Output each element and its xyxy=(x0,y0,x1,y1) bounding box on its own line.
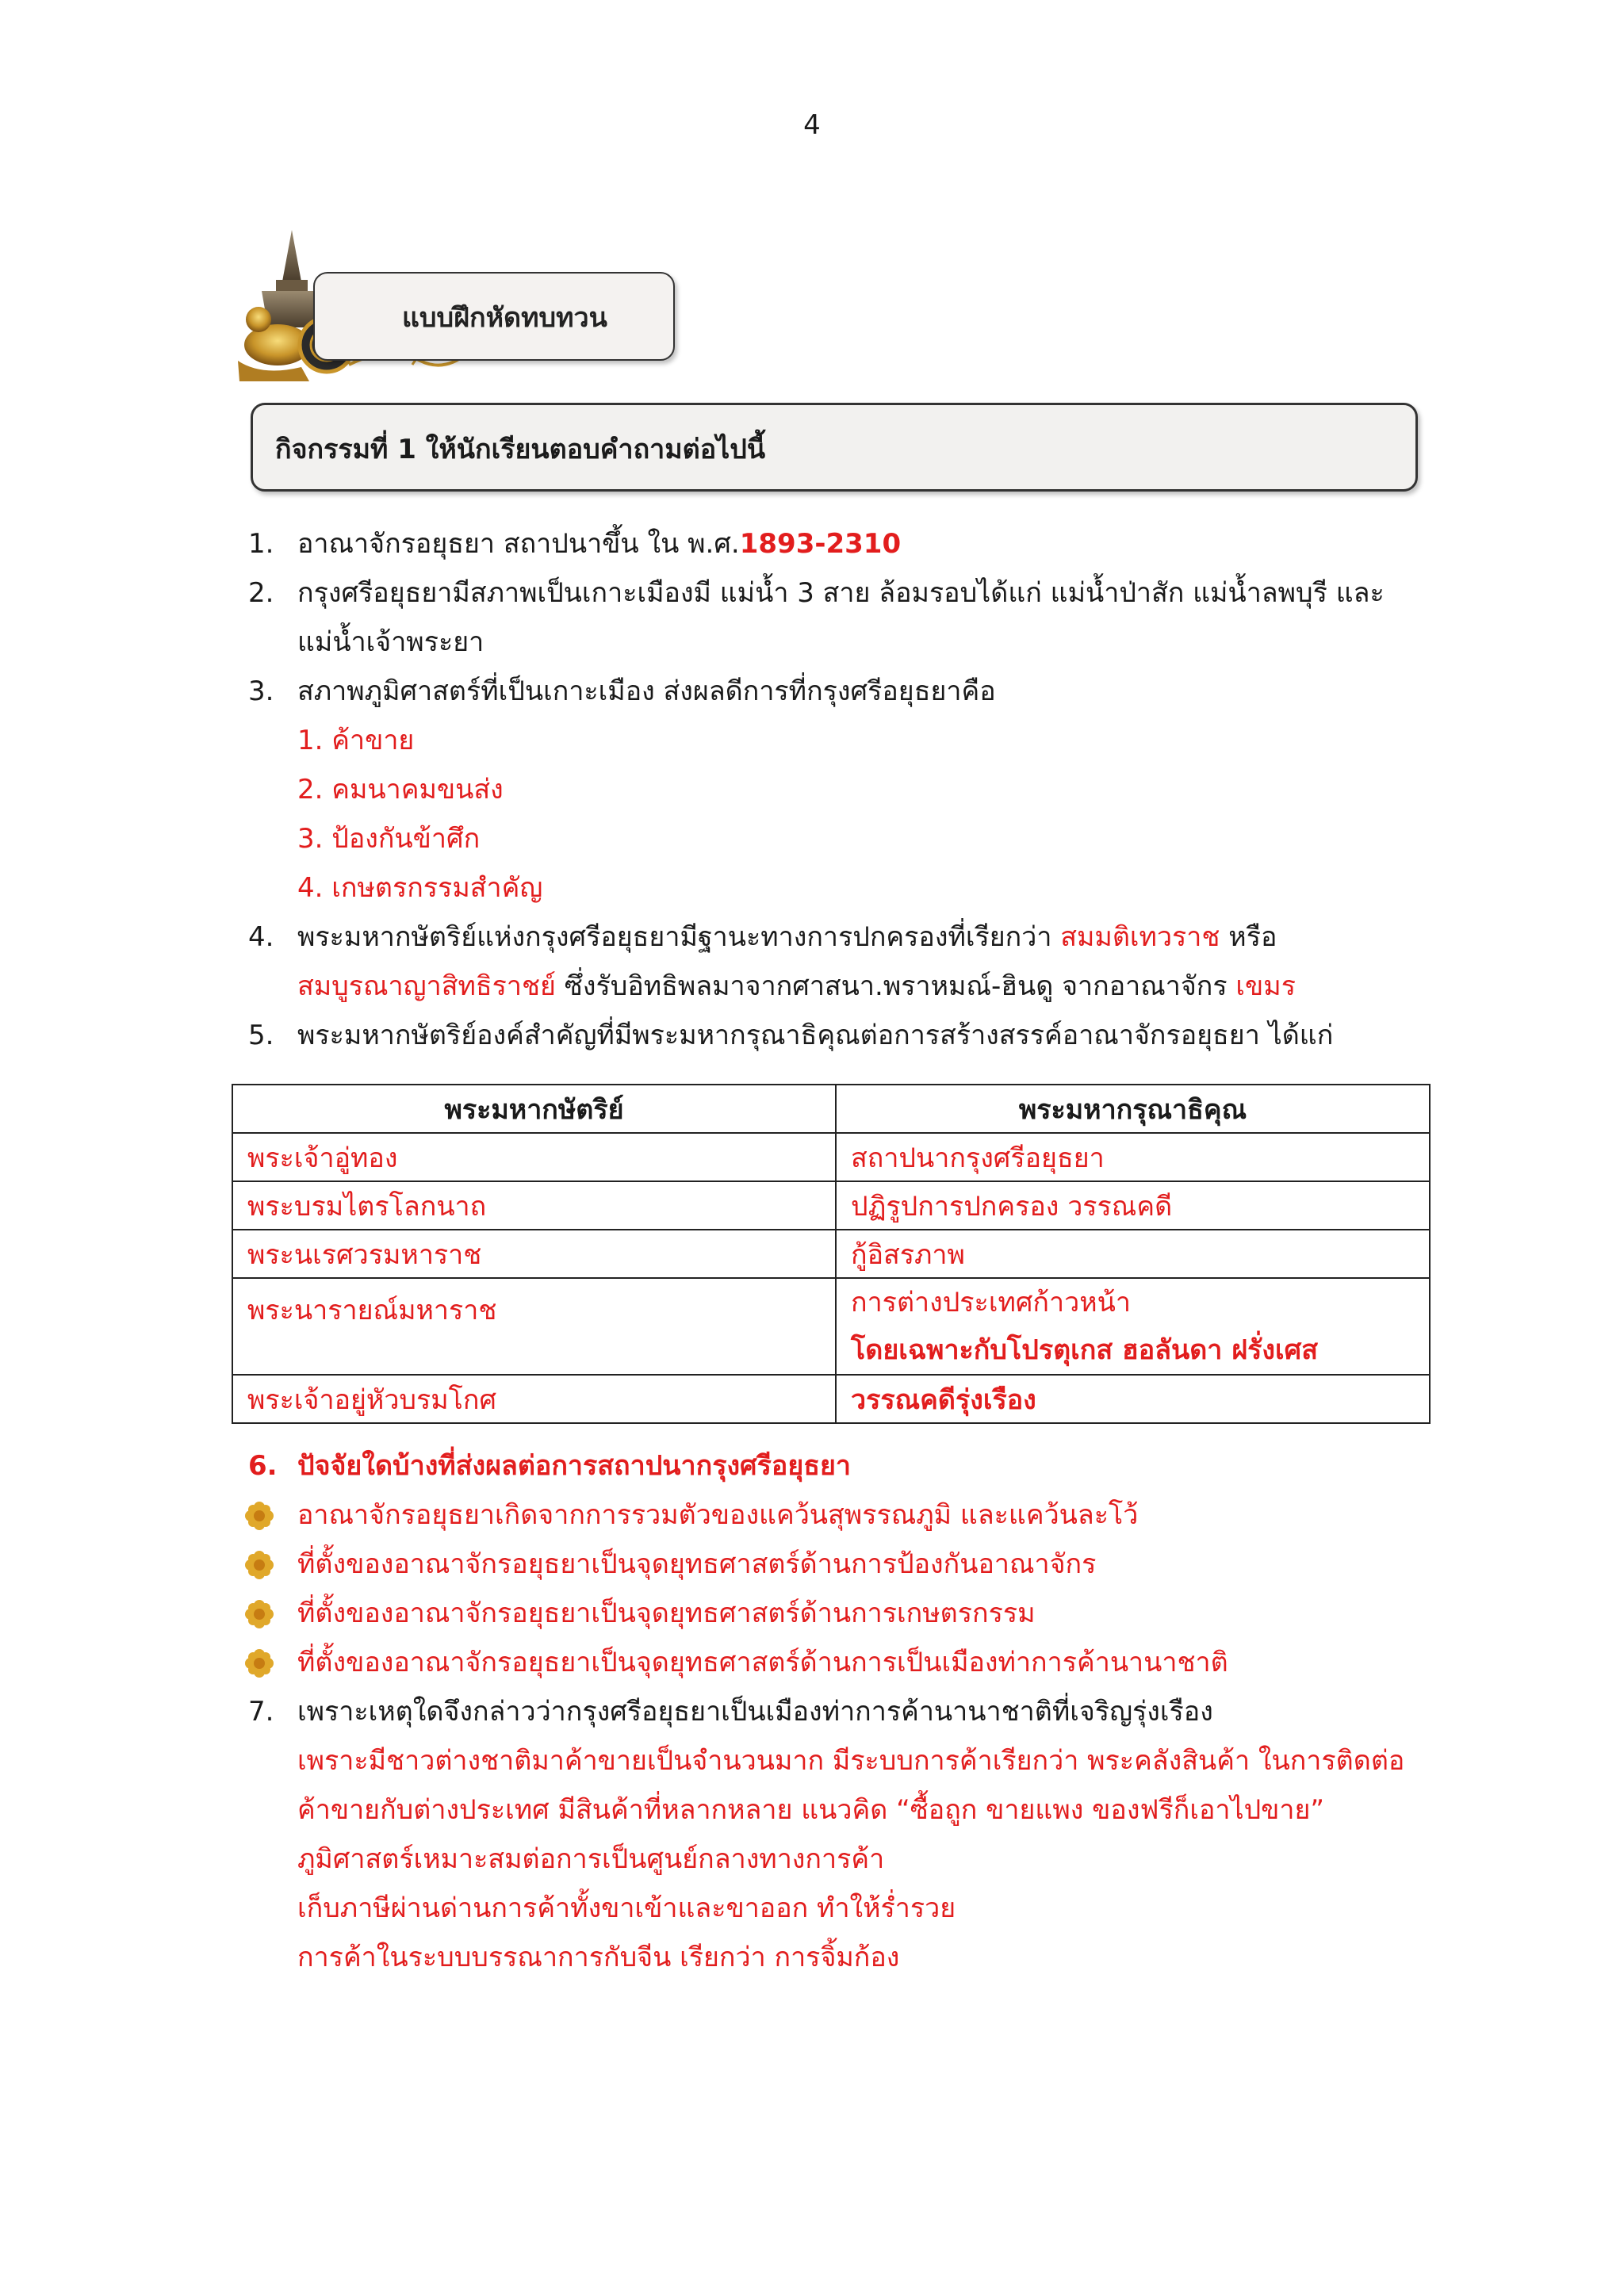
q5-number: 5. xyxy=(248,1020,274,1051)
q3-answer: 3. ป้องกันข้าศึก xyxy=(297,823,481,855)
q3-answer: 4. เกษตรกรรมสำคัญ xyxy=(297,872,543,904)
golden-flower-icon xyxy=(244,1648,274,1678)
golden-flower-icon xyxy=(244,1599,274,1629)
kings-table xyxy=(232,1084,1431,1424)
q3-text: สภาพภูมิศาสตร์ที่เป็นเกาะเมือง ส่งผลดีการที่กรุงศรีอยุธยาคือ xyxy=(297,675,996,707)
deed-cell: วรรณคดีรุ่งเรือง xyxy=(836,1375,1430,1423)
q1-answer: 1893-2310 xyxy=(739,528,902,560)
q3-answer: 2. คมนาคมขนส่ง xyxy=(297,774,504,806)
title-box xyxy=(313,272,675,361)
q7-number: 7. xyxy=(248,1696,274,1728)
q3-answer: 1. ค้าขาย xyxy=(297,725,415,756)
deed-cell: สถาปนากรุงศรีอยุธยา xyxy=(836,1133,1430,1181)
king-cell: พระเจ้าอู่ทอง xyxy=(232,1133,836,1181)
q1-line xyxy=(297,519,901,568)
table-row xyxy=(232,1375,1430,1423)
q6-text: ปัจจัยใดบ้างที่ส่งผลต่อการสถาปนากรุงศรีอยุธยา xyxy=(297,1450,852,1482)
page-title: แบบฝึกหัดทบทวน xyxy=(402,302,607,334)
q3-number: 3. xyxy=(248,675,274,707)
q1-text: อาณาจักรอยุธยา สถาปนาขึ้น ใน พ.ศ. xyxy=(297,528,740,560)
table-row xyxy=(232,1133,1430,1181)
q4-part3: ซึ่งรับอิทธิพลมาจากศาสนา.พราหมณ์-ฮินดู จากอาณาจักร xyxy=(555,970,1236,1002)
q4-line2 xyxy=(297,962,1296,1011)
q6-bullet-item: อาณาจักรอยุธยาเกิดจากการรวมตัวของแคว้นสุพรรณภูมิ และแคว้นละโว้ xyxy=(297,1499,1139,1531)
table-row xyxy=(232,1230,1430,1278)
q2-number: 2. xyxy=(248,577,274,609)
q6-bullet-item: ที่ตั้งของอาณาจักรอยุธยาเป็นจุดยุทธศาสตร์ด้านการป้องกันอาณาจักร xyxy=(297,1548,1097,1580)
deed-line-bold: โดยเฉพาะกับโปรตุเกส ฮอลันดา ฝรั่งเศส xyxy=(851,1334,1318,1366)
q2-line1: กรุงศรีอยุธยามีสภาพเป็นเกาะเมืองมี แม่น้ำ 3 สาย ล้อมรอบได้แก่ แม่น้ำป่าสัก แม่น้ำลพบุรี และ xyxy=(297,577,1385,609)
activity-box xyxy=(251,403,1418,492)
king-cell: พระนเรศวรมหาราช xyxy=(232,1230,836,1278)
golden-flower-icon xyxy=(244,1501,274,1531)
king-cell: พระนารายณ์มหาราช xyxy=(232,1278,836,1375)
q2-line2: แม่น้ำเจ้าพระยา xyxy=(297,626,485,658)
table-header: พระมหากรุณาธิคุณ xyxy=(836,1085,1430,1133)
deed-cell: กู้อิสรภาพ xyxy=(836,1230,1430,1278)
q7-text: เพราะเหตุใดจึงกล่าวว่ากรุงศรีอยุธยาเป็นเมืองท่าการค้านานาชาติที่เจริญรุ่งเรือง xyxy=(297,1696,1213,1728)
deed-cell: ปฏิรูปการปกครอง วรรณคดี xyxy=(836,1181,1430,1230)
q7-answer: ค้าขายกับต่างประเทศ มีสินค้าที่หลากหลาย แนวคิด “ซื้อถูก ขายแพง ของฟรีก็เอาไปขาย” xyxy=(297,1794,1325,1826)
table-header-row xyxy=(232,1085,1430,1133)
q7-answer: ภูมิศาสตร์เหมาะสมต่อการเป็นศูนย์กลางทางการค้า xyxy=(297,1843,885,1875)
q4-part2: หรือ xyxy=(1220,921,1277,953)
q5-text: พระมหากษัตริย์องค์สำคัญที่มีพระมหากรุณาธิคุณต่อการสร้างสรรค์อาณาจักรอยุธยา ได้แก่ xyxy=(297,1020,1334,1051)
q6-bullet-item: ที่ตั้งของอาณาจักรอยุธยาเป็นจุดยุทธศาสตร์ด้านการเป็นเมืองท่าการค้านานาชาติ xyxy=(297,1647,1228,1678)
table-row xyxy=(232,1278,1430,1375)
golden-flower-icon xyxy=(244,1550,274,1580)
q1-number: 1. xyxy=(248,528,274,560)
king-cell: พระบรมไตรโลกนาถ xyxy=(232,1181,836,1230)
king-cell: พระเจ้าอยู่หัวบรมโกศ xyxy=(232,1375,836,1423)
q4-number: 4. xyxy=(248,921,274,953)
table-row xyxy=(232,1181,1430,1230)
q4-answer3: เขมร xyxy=(1235,970,1296,1002)
table-header: พระมหากษัตริย์ xyxy=(232,1085,836,1133)
q4-answer1: สมมติเทวราช xyxy=(1060,921,1220,953)
page-number: 4 xyxy=(803,109,821,141)
q6-bullet-item: ที่ตั้งของอาณาจักรอยุธยาเป็นจุดยุทธศาสตร์ด้านการเกษตรกรรม xyxy=(297,1598,1036,1629)
q4-line1 xyxy=(297,913,1277,962)
q6-number: 6. xyxy=(248,1450,278,1482)
q4-answer2: สมบูรณาญาสิทธิราชย์ xyxy=(297,970,556,1002)
q7-answer: เพราะมีชาวต่างชาติมาค้าขายเป็นจำนวนมาก มีระบบการค้าเรียกว่า พระคลังสินค้า ในการติดต่อ xyxy=(297,1745,1405,1777)
q7-answer: เก็บภาษีผ่านด่านการค้าทั้งขาเข้าและขาออก ทำให้ร่ำรวย xyxy=(297,1892,956,1924)
q7-answer: การค้าในระบบบรรณาการกับจีน เรียกว่า การจิ้มก้อง xyxy=(297,1942,900,1973)
deed-cell xyxy=(836,1278,1430,1375)
activity-title: กิจกรรมที่ 1 ให้นักเรียนตอบคำถามต่อไปนี้ xyxy=(275,434,766,465)
q4-part1: พระมหากษัตริย์แห่งกรุงศรีอยุธยามีฐานะทางการปกครองที่เรียกว่า xyxy=(297,921,1061,953)
deed-line: การต่างประเทศก้าวหน้า xyxy=(851,1287,1131,1318)
